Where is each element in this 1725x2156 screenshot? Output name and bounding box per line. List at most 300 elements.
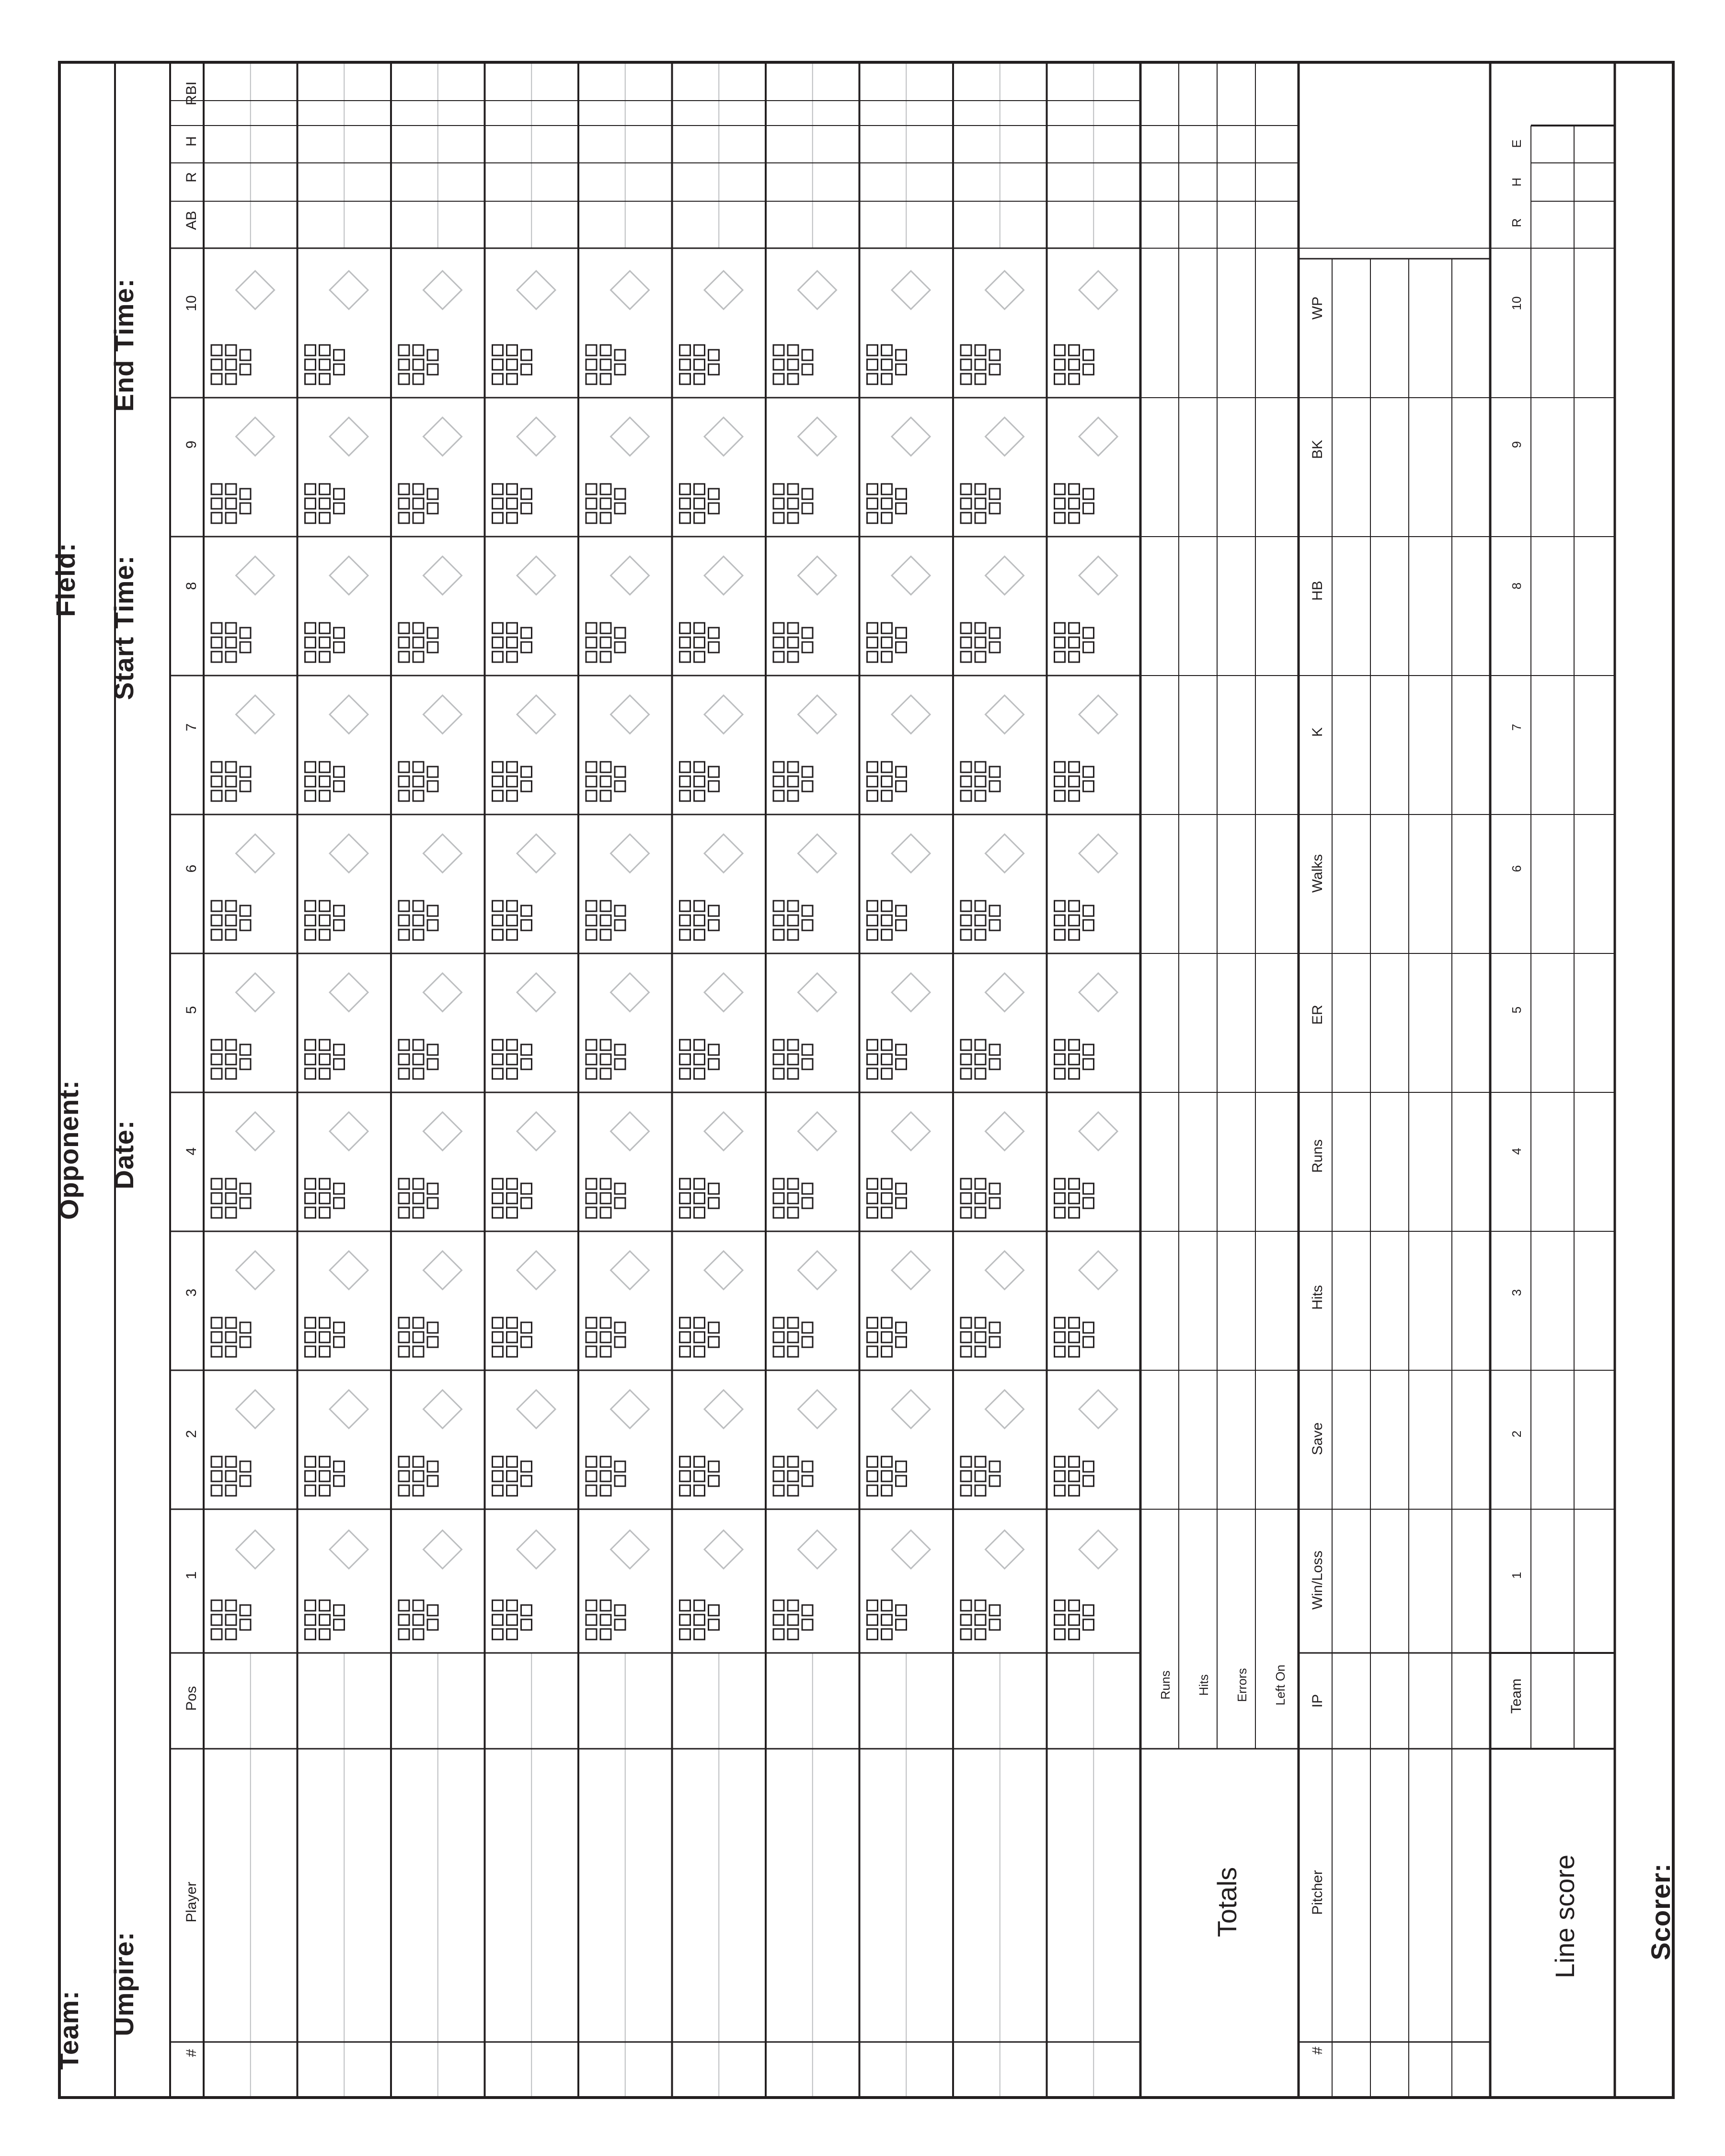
diamond: [424, 417, 462, 456]
count-box: [507, 1456, 518, 1467]
count-box: [507, 359, 518, 370]
count-box: [493, 1332, 503, 1342]
count-box: [521, 1044, 532, 1055]
diamond: [517, 417, 555, 456]
count-box: [507, 652, 518, 662]
count-box: [802, 1198, 813, 1208]
diamond: [424, 1530, 462, 1569]
diamond: [704, 271, 743, 309]
save-header: Save: [1310, 1422, 1325, 1456]
count-box: [694, 513, 705, 523]
count-box: [507, 776, 518, 787]
count-box: [507, 623, 518, 633]
count-box: [413, 791, 424, 801]
count-box: [773, 637, 784, 648]
count-box: [507, 915, 518, 926]
wp-header: WP: [1310, 296, 1325, 320]
count-box: [399, 498, 409, 509]
count-box: [694, 1471, 705, 1481]
diamond: [330, 973, 368, 1011]
count-box: [1069, 901, 1080, 911]
count-box: [773, 1193, 784, 1204]
count-box: [867, 513, 878, 523]
count-box: [305, 484, 316, 494]
count-box: [226, 374, 236, 384]
count-box: [975, 791, 986, 801]
count-box: [413, 1193, 424, 1204]
count-box: [427, 642, 438, 653]
count-box: [413, 374, 424, 384]
hb-header: HB: [1310, 581, 1325, 601]
diamond: [1079, 973, 1117, 1011]
count-box: [896, 920, 907, 930]
count-box: [399, 1600, 409, 1611]
count-box: [802, 1322, 813, 1333]
count-box: [615, 628, 625, 638]
count-box: [399, 374, 409, 384]
count-box: [305, 1471, 316, 1481]
count-box: [1055, 1068, 1065, 1079]
diamond: [892, 1112, 930, 1150]
count-box: [975, 1179, 986, 1189]
count-box: [521, 503, 532, 514]
count-box: [600, 1068, 611, 1079]
count-box: [1055, 1054, 1065, 1065]
count-box: [586, 901, 597, 911]
count-box: [320, 791, 330, 801]
count-box: [975, 345, 986, 356]
count-box: [896, 1322, 907, 1333]
totals-hits: Hits: [1196, 1674, 1211, 1696]
count-box: [240, 350, 251, 360]
count-box: [694, 1040, 705, 1050]
count-box: [615, 1619, 625, 1630]
count-box: [226, 1600, 236, 1611]
diamond: [704, 1530, 743, 1569]
count-box: [788, 513, 798, 523]
count-box: [1055, 1207, 1065, 1218]
line-score-label: Line score: [1549, 1854, 1580, 1979]
count-box: [788, 1346, 798, 1357]
count-box: [680, 484, 690, 494]
diamond: [424, 973, 462, 1011]
count-box: [788, 791, 798, 801]
count-box: [896, 1198, 907, 1208]
ab-header: AB: [184, 210, 199, 230]
diamond: [330, 1530, 368, 1569]
count-box: [320, 1471, 330, 1481]
count-box: [320, 929, 330, 940]
count-box: [615, 489, 625, 499]
count-box: [615, 1322, 625, 1333]
k-header: K: [1310, 727, 1325, 737]
count-box: [413, 1318, 424, 1328]
count-box: [694, 762, 705, 772]
count-box: [211, 1054, 222, 1065]
count-box: [709, 1059, 719, 1069]
count-box: [680, 1193, 690, 1204]
pitcher-number-header: #: [1310, 2046, 1325, 2055]
count-box: [493, 1346, 503, 1357]
count-box: [320, 901, 330, 911]
diamond: [704, 417, 743, 456]
count-box: [694, 776, 705, 787]
count-box: [773, 1332, 784, 1342]
count-box: [211, 513, 222, 523]
count-box: [320, 1193, 330, 1204]
count-box: [694, 1318, 705, 1328]
count-box: [680, 1332, 690, 1342]
count-box: [788, 1193, 798, 1204]
count-box: [586, 1068, 597, 1079]
count-box: [989, 350, 1000, 360]
count-box: [493, 1040, 503, 1050]
count-box: [600, 776, 611, 787]
count-box: [507, 484, 518, 494]
inning-1-header: 1: [184, 1571, 199, 1580]
count-box: [680, 1600, 690, 1611]
count-box: [320, 1179, 330, 1189]
count-box: [882, 374, 892, 384]
count-box: [413, 1485, 424, 1496]
count-box: [399, 1068, 409, 1079]
count-box: [694, 915, 705, 926]
diamond: [892, 1390, 930, 1428]
count-box: [802, 920, 813, 930]
count-box: [989, 489, 1000, 499]
count-box: [694, 652, 705, 662]
count-box: [773, 484, 784, 494]
count-box: [413, 652, 424, 662]
count-box: [305, 1485, 316, 1496]
count-box: [867, 652, 878, 662]
diamond: [1079, 1251, 1117, 1289]
count-box: [961, 1318, 971, 1328]
count-box: [709, 1476, 719, 1486]
count-box: [211, 1068, 222, 1079]
count-box: [521, 1337, 532, 1347]
count-box: [773, 374, 784, 384]
count-box: [961, 1471, 971, 1481]
count-box: [586, 652, 597, 662]
count-box: [680, 901, 690, 911]
count-box: [320, 484, 330, 494]
count-box: [521, 920, 532, 930]
count-box: [1083, 1337, 1094, 1347]
count-box: [882, 513, 892, 523]
count-box: [240, 1337, 251, 1347]
diamond: [236, 973, 275, 1011]
diamond: [798, 271, 837, 309]
diamond: [1079, 834, 1117, 872]
count-box: [961, 929, 971, 940]
count-box: [586, 1179, 597, 1189]
rbi-header: RBI: [184, 81, 199, 106]
count-box: [305, 1054, 316, 1065]
count-box: [773, 498, 784, 509]
line-score-team-header: Team: [1508, 1678, 1524, 1714]
count-box: [788, 652, 798, 662]
count-box: [413, 1629, 424, 1640]
diamond: [798, 1112, 837, 1150]
count-box: [305, 1600, 316, 1611]
count-box: [211, 915, 222, 926]
count-box: [882, 652, 892, 662]
count-box: [961, 1346, 971, 1357]
count-box: [615, 364, 625, 375]
count-box: [211, 1456, 222, 1467]
count-box: [694, 1629, 705, 1640]
count-box: [427, 1605, 438, 1616]
count-box: [226, 1179, 236, 1189]
diamond: [611, 1112, 649, 1150]
count-box: [896, 503, 907, 514]
count-box: [413, 1040, 424, 1050]
count-box: [240, 1183, 251, 1194]
count-box: [320, 776, 330, 787]
count-box: [773, 762, 784, 772]
count-box: [334, 628, 345, 638]
count-box: [882, 498, 892, 509]
diamond: [1079, 556, 1117, 595]
count-box: [600, 1193, 611, 1204]
count-box: [773, 776, 784, 787]
count-box: [694, 1068, 705, 1079]
count-box: [867, 374, 878, 384]
count-box: [961, 623, 971, 633]
count-box: [1069, 1346, 1080, 1357]
line-inning-4: 4: [1509, 1147, 1524, 1155]
count-box: [709, 1322, 719, 1333]
line-inning-1: 1: [1509, 1571, 1524, 1579]
count-box: [334, 920, 345, 930]
count-box: [802, 767, 813, 777]
count-box: [882, 637, 892, 648]
count-box: [680, 1485, 690, 1496]
count-box: [867, 791, 878, 801]
diamond: [986, 556, 1024, 595]
count-box: [211, 1040, 222, 1050]
count-box: [867, 1600, 878, 1611]
count-box: [773, 345, 784, 356]
count-box: [427, 1322, 438, 1333]
count-box: [788, 1207, 798, 1218]
count-box: [399, 484, 409, 494]
count-box: [507, 1485, 518, 1496]
count-box: [334, 1337, 345, 1347]
count-box: [1055, 637, 1065, 648]
count-box: [975, 1040, 986, 1050]
count-box: [586, 1629, 597, 1640]
count-box: [521, 1619, 532, 1630]
count-box: [521, 1461, 532, 1472]
diamond: [986, 271, 1024, 309]
count-box: [1069, 498, 1080, 509]
count-box: [802, 503, 813, 514]
count-box: [773, 1068, 784, 1079]
diamond: [517, 1251, 555, 1289]
count-box: [1055, 1456, 1065, 1467]
count-box: [1069, 623, 1080, 633]
count-box: [305, 915, 316, 926]
count-box: [493, 1629, 503, 1640]
count-box: [1069, 776, 1080, 787]
totals-left-on: Left On: [1273, 1664, 1288, 1706]
date-label: Date:: [108, 1120, 139, 1190]
count-box: [211, 374, 222, 384]
count-box: [600, 1346, 611, 1357]
count-box: [1055, 1485, 1065, 1496]
count-box: [334, 642, 345, 653]
hits-header: Hits: [1310, 1285, 1325, 1310]
count-box: [882, 762, 892, 772]
count-box: [961, 762, 971, 772]
diamond: [798, 1390, 837, 1428]
count-box: [226, 652, 236, 662]
count-box: [240, 1605, 251, 1616]
count-box: [882, 623, 892, 633]
count-box: [989, 767, 1000, 777]
count-box: [507, 1615, 518, 1625]
count-box: [413, 498, 424, 509]
count-box: [680, 1318, 690, 1328]
count-box: [586, 1318, 597, 1328]
count-box: [975, 359, 986, 370]
count-box: [975, 652, 986, 662]
diamond: [798, 834, 837, 872]
count-box: [493, 762, 503, 772]
count-box: [240, 642, 251, 653]
count-box: [788, 1471, 798, 1481]
count-box: [989, 1059, 1000, 1069]
count-box: [1055, 1332, 1065, 1342]
count-box: [961, 359, 971, 370]
count-box: [1069, 1615, 1080, 1625]
line-inning-6: 6: [1509, 865, 1524, 872]
count-box: [211, 1471, 222, 1481]
count-box: [802, 1183, 813, 1194]
count-box: [802, 1605, 813, 1616]
count-box: [493, 1318, 503, 1328]
totals-errors: Errors: [1234, 1668, 1249, 1702]
start-time-label: Start Time:: [108, 555, 139, 700]
count-box: [211, 762, 222, 772]
count-box: [334, 1183, 345, 1194]
count-box: [961, 498, 971, 509]
count-box: [694, 359, 705, 370]
count-box: [1069, 637, 1080, 648]
count-box: [320, 1040, 330, 1050]
count-box: [961, 484, 971, 494]
count-box: [399, 652, 409, 662]
count-box: [320, 915, 330, 926]
count-box: [1069, 791, 1080, 801]
count-box: [399, 1054, 409, 1065]
count-box: [709, 503, 719, 514]
count-box: [334, 1461, 345, 1472]
count-box: [788, 762, 798, 772]
count-box: [399, 791, 409, 801]
count-box: [320, 1068, 330, 1079]
count-box: [680, 498, 690, 509]
count-box: [493, 1485, 503, 1496]
count-box: [240, 1619, 251, 1630]
diamond: [330, 695, 368, 734]
count-box: [788, 498, 798, 509]
count-box: [867, 1207, 878, 1218]
line-inning-5: 5: [1509, 1006, 1524, 1014]
count-box: [507, 1600, 518, 1611]
count-box: [521, 1059, 532, 1069]
count-box: [896, 642, 907, 653]
diamond: [424, 1390, 462, 1428]
diamond: [424, 271, 462, 309]
count-box: [1055, 623, 1065, 633]
count-box: [1055, 1193, 1065, 1204]
count-box: [773, 513, 784, 523]
count-box: [226, 1207, 236, 1218]
count-box: [507, 1471, 518, 1481]
count-box: [680, 374, 690, 384]
count-box: [1069, 1179, 1080, 1189]
count-box: [773, 901, 784, 911]
count-box: [896, 1183, 907, 1194]
count-box: [615, 503, 625, 514]
count-box: [413, 929, 424, 940]
diamond: [611, 417, 649, 456]
count-box: [788, 345, 798, 356]
count-box: [975, 776, 986, 787]
count-box: [399, 513, 409, 523]
count-box: [226, 1485, 236, 1496]
count-box: [615, 906, 625, 916]
diamond: [424, 556, 462, 595]
count-box: [493, 652, 503, 662]
line-total-h: H: [1509, 177, 1524, 187]
count-box: [334, 1322, 345, 1333]
count-box: [334, 1198, 345, 1208]
inning-9-header: 9: [184, 440, 199, 449]
count-box: [975, 1456, 986, 1467]
count-box: [493, 374, 503, 384]
count-box: [896, 1476, 907, 1486]
count-box: [600, 1600, 611, 1611]
count-box: [1069, 1054, 1080, 1065]
diamond: [424, 834, 462, 872]
count-box: [399, 929, 409, 940]
count-box: [709, 1605, 719, 1616]
end-time-label: End Time:: [108, 278, 139, 412]
count-box: [961, 776, 971, 787]
count-box: [975, 1068, 986, 1079]
diamond: [236, 556, 275, 595]
count-box: [399, 345, 409, 356]
count-box: [226, 1615, 236, 1625]
count-box: [867, 637, 878, 648]
count-box: [961, 1179, 971, 1189]
count-box: [773, 1040, 784, 1050]
count-box: [507, 791, 518, 801]
count-box: [989, 642, 1000, 653]
count-box: [211, 1318, 222, 1328]
count-box: [600, 1485, 611, 1496]
count-box: [413, 359, 424, 370]
count-box: [413, 1471, 424, 1481]
count-box: [975, 623, 986, 633]
count-box: [427, 1198, 438, 1208]
count-box: [600, 652, 611, 662]
count-box: [427, 1044, 438, 1055]
